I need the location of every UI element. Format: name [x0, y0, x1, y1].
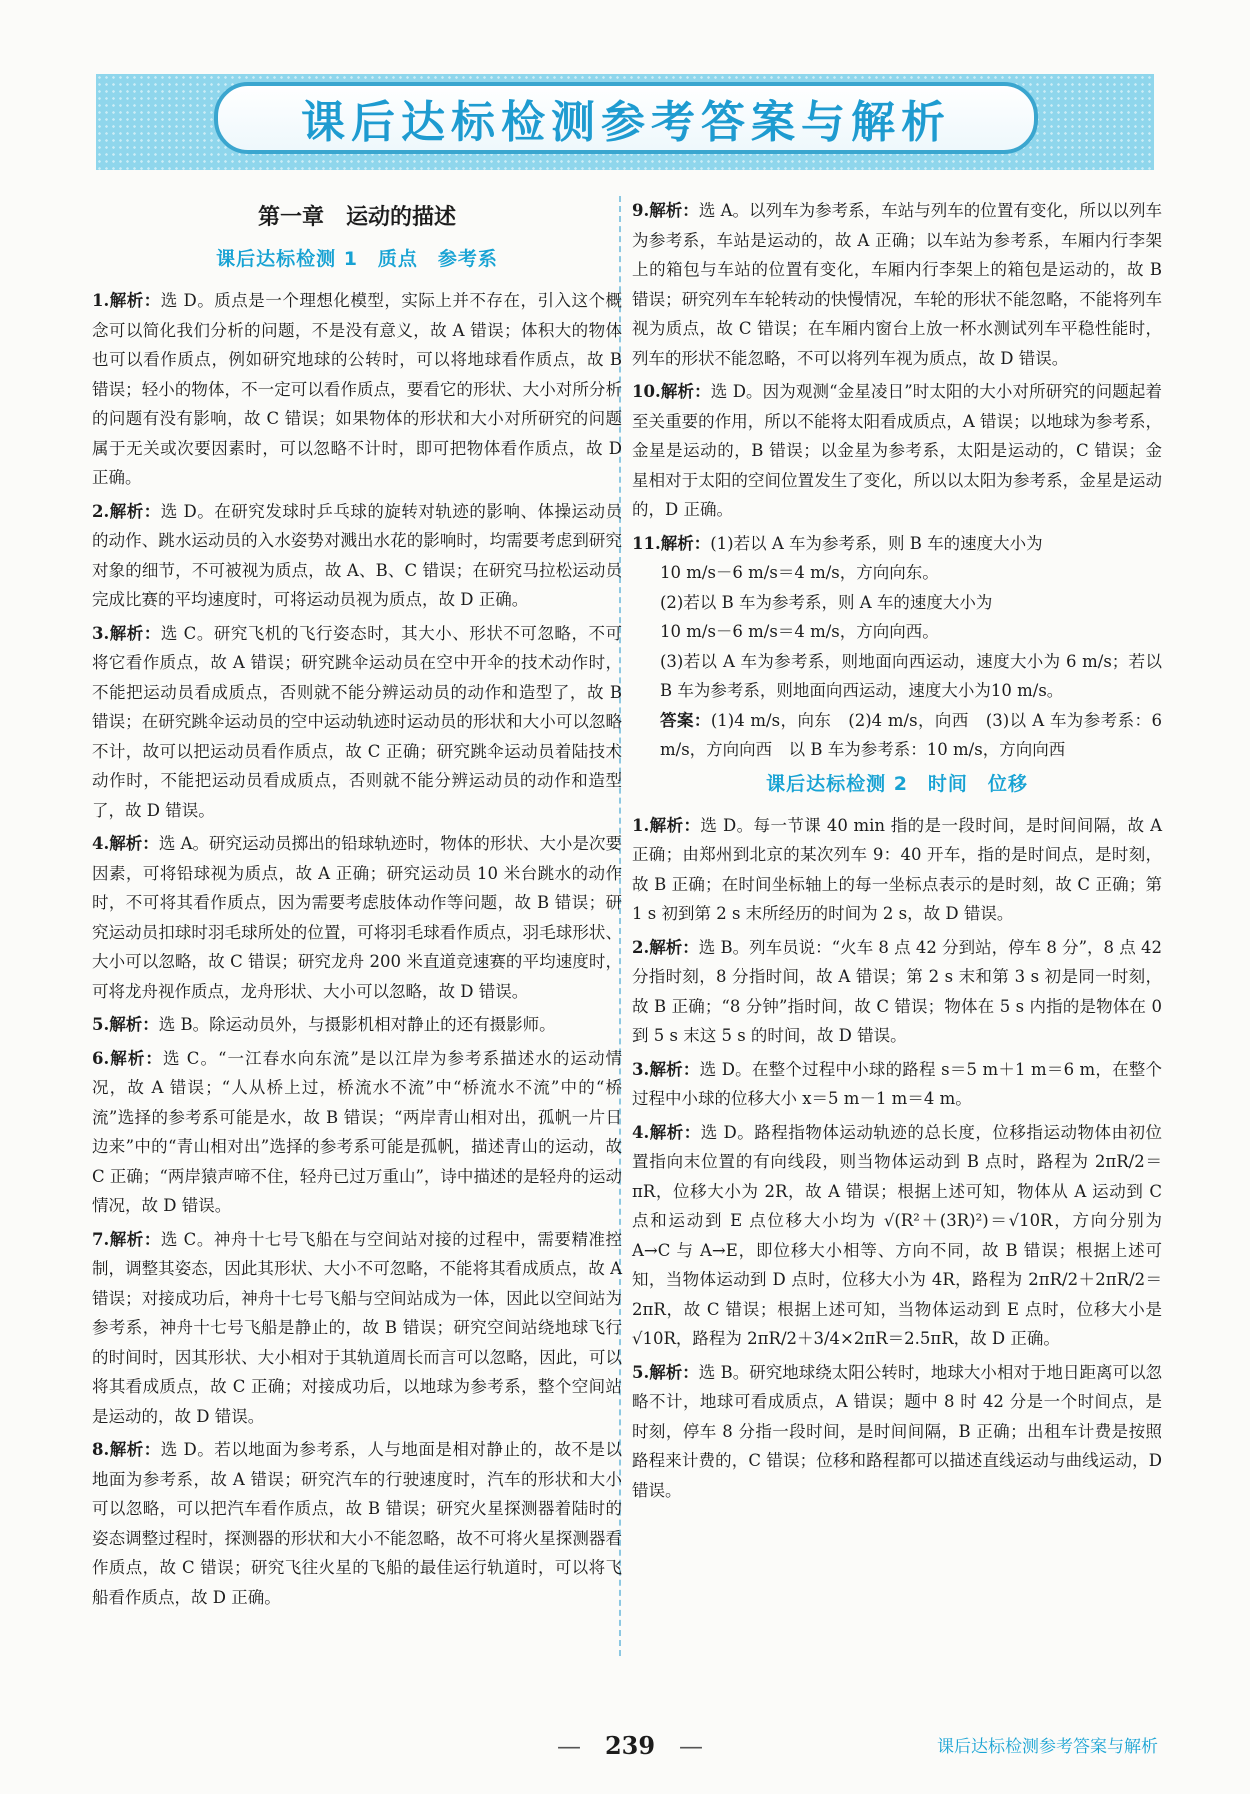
item-text: 选 D。因为观测“金星凌日”时太阳的大小对所研究的问题起着至关重要的作用，所以不能将太阳看成质点，A 错误；以地球为参考系，金星是运动的，B 错误；以金星为参考系，太阳是运动的，C 错误；金星相对于太阳的空间位置发生了变化，所以以太阳为参考系，金星是运动的，D 正确。	[632, 382, 1162, 519]
answer-label: 答案：	[660, 710, 711, 730]
answer-item	[92, 829, 622, 1006]
answer-item-11	[632, 529, 1162, 765]
item-text: 选 B。除运动员外，与摄影机相对静止的还有摄影师。	[158, 1015, 556, 1034]
answer-item	[632, 1358, 1162, 1506]
item-text: 选 D。若以地面为参考系，人与地面是相对静止的，故不是以地面为参考系，故 A 错误；研究汽车的行驶速度时，汽车的形状和大小可以忽略，可以把汽车看作质点，故 B 错误；研究火星探测器着陆时的姿态调整过程时，探测器的形状和大小不能忽略，故不可将火星探测器看作质点，故 C 错误；研究飞往火星的飞船的最佳运行轨道时，可以将飞船看作质点，故 D 正确。	[92, 1440, 623, 1607]
item-text: 选 D。每一节课 40 min 指的是一段时间，是时间间隔，故 A 正确；由郑州到北京的某次列车 9：40 开车，指的是时间点，是时刻，故 B 正确；在时间坐标轴上的每一坐标点表示的是时刻，故 C 正确；第 1 s 初到第 2 s 末所经历的时间为 2 s，故 D 错误。	[632, 815, 1163, 923]
footer-title: 课后达标检测参考答案与解析	[937, 1737, 1158, 1757]
item-line: 10 m/s－6 m/s＝4 m/s，方向向西。	[660, 622, 939, 641]
item-label: 解析：	[649, 1122, 701, 1142]
answer-item	[92, 1044, 622, 1221]
banner-title-frame	[214, 82, 1038, 154]
item-number: 1.	[92, 291, 110, 310]
item-text: 选 D。在研究发球时乒乓球的旋转对轨迹的影响、体操运动员的动作、跳水运动员的入水姿势对溅出水花的影响时，均需要考虑到研究对象的细节，不可被视为质点，故 A、B、C 错误；在研究马拉松运动员完成比赛的平均速度时，可将运动员视为质点，故 D 正确。	[92, 501, 623, 609]
item-number: 8.	[92, 1440, 110, 1459]
item-number: 7.	[92, 1229, 110, 1249]
answer-item	[632, 377, 1162, 525]
item-number: 3.	[92, 623, 110, 643]
item-line: 10 m/s－6 m/s＝4 m/s，方向向东。	[660, 563, 939, 582]
right-column	[632, 196, 1162, 1509]
item-label: 解析：	[649, 201, 699, 220]
answer-item	[92, 1010, 622, 1040]
item-number: 6.	[92, 1048, 110, 1068]
item-number: 5.	[92, 1015, 110, 1034]
item-label: 解析：	[660, 533, 711, 553]
item-label: 解析：	[649, 1059, 700, 1079]
answer-item	[632, 1055, 1162, 1114]
item-text: 选 C。神舟十七号飞船在与空间站对接的过程中，需要精准控制，调整其姿态，因此其形状、大小不可忽略，不能将其看成质点，故 A 错误；对接成功后，神舟十七号飞船与空间站成为一体，因此以空间站为参考系，神舟十七号飞船是静止的，故 B 错误；研究空间站绕地球飞行的时间时，因其形状、大小相对于其轨道周长而言可以忽略，因此，可以将其看成质点，故 C 正确；对接成功后，以地球为参考系，整个空间站是运动的，故 D 错误。	[92, 1229, 623, 1426]
header-banner	[96, 74, 1154, 170]
item-text: 选 A。研究运动员掷出的铅球轨迹时，物体的形状、大小是次要因素，可将铅球视为质点，故 A 正确；研究运动员 10 米台跳水的动作时，不可将其看作质点，因为需要考虑肢体动作等问题，故 B 错误；研究运动员扣球时羽毛球所处的位置，可将羽毛球看作质点，羽毛球形状、大小可以忽略，故 C 错误；研究龙舟 200 米直道竞速赛的平均速度时，可将龙舟视作质点，龙舟形状、大小可以忽略，故 D 错误。	[92, 834, 622, 1001]
item-text: 选 D。在整个过程中小球的路程 s＝5 m＋1 m＝6 m，在整个过程中小球的位移大小 x＝5 m－1 m＝4 m。	[632, 1059, 1162, 1108]
item-text: 选 A。以列车为参考系，车站与列车的位置有变化，所以以列车为参考系，车站是运动的，故 A 正确；以车站为参考系，车厢内行李架上的箱包与车站的位置有变化，车厢内行李架上的箱包是运动的，故 B 错误；研究列车车轮转动的快慢情况，车轮的形状不能忽略，不能将列车视为质点，故 C 错误；在车厢内窗台上放一杯水测试列车平稳性能时，列车的形状不能忽略，不可以将列车视为质点，故 D 错误。	[632, 201, 1162, 368]
page-title: 课后达标检测参考答案与解析	[301, 97, 951, 148]
item-label: 解析：	[109, 1015, 159, 1034]
answer-item	[92, 1435, 622, 1612]
item-label: 解析：	[649, 937, 699, 957]
item-label: 解析：	[109, 1048, 163, 1068]
item-number: 4.	[92, 834, 110, 853]
section-title-1: 课后达标检测 1 质点 参考系	[216, 248, 498, 270]
item-number: 9.	[632, 201, 650, 220]
item-text: 选 D。质点是一个理想化模型，实际上并不存在，引入这个概念可以简化我们分析的问题，不是没有意义，故 A 错误；体积大的物体也可以看作质点，例如研究地球的公转时，可以将地球看作质点，故 B 错误；轻小的物体，不一定可以看作质点，要看它的形状、大小对所分析的问题有没有影响，故 C 错误；如果物体的形状和大小对所研究的问题属于无关或次要因素时，可以忽略不计时，即可把物体看作质点，故 D 正确。	[92, 291, 623, 487]
answer-item	[632, 196, 1162, 373]
answer-item	[92, 497, 622, 615]
item-number: 3.	[632, 1059, 650, 1079]
item-number: 11.	[632, 533, 661, 553]
item-text: 选 C。研究飞机的飞行姿态时，其大小、形状不可忽略，不可将它看作质点，故 A 错误；研究跳伞运动员在空中开伞的技术动作时，不能把运动员看成质点，否则就不能分辨运动员的动作和造型了，故 B 错误；在研究跳伞运动员的空中运动轨迹时运动员的形状和大小可以忽略不计，故可以把运动员看作质点，故 C 正确；研究跳伞运动员着陆技术动作时，不能把运动员看成质点，否则就不能分辨运动员的动作和造型了，故 D 错误。	[92, 623, 623, 820]
item-text: 选 D。路程指物体运动轨迹的总长度，位移指运动物体由初位置指向末位置的有向线段，则当物体运动到 B 点时，路程为 2πR/2＝πR，位移大小为 2R，故 A 错误；根据上述可知，物体从 A 运动到 C 点和运动到 E 点位移大小均为 √(R²＋(3R)²)＝√10R，方向分别为 A→C 与 A→E，即位移大小相等、方向不同，故 B 错误；根据上述可知，当物体运动到 D 点时，位移大小为 4R，路程为 2πR/2＋2πR/2＝2πR，故 C 错误；根据上述可知，当物体运动到 E 点时，位移大小是 √10R，路程为 2πR/2＋3/4×2πR＝2.5πR，故 D 正确。	[632, 1122, 1163, 1348]
item-line: (1)若以 A 车为参考系，则 B 车的速度大小为	[710, 533, 1043, 553]
item-label: 解析：	[109, 291, 161, 310]
answer-text: (1)4 m/s，向东 (2)4 m/s，向西 (3)以 A 车为参考系：6 m/s，方向向西 以 B 车为参考系：10 m/s，方向向西	[660, 710, 1162, 759]
item-text: 选 B。列车员说：“火车 8 点 42 分到站，停车 8 分”，8 点 42 分指时刻，8 分指时间，故 A 错误；第 2 s 末和第 3 s 初是同一时刻，故 B 正确；“8 分钟”指时间，故 C 错误；物体在 5 s 内指的是物体在 0 到 5 s 末这 5 s 的时间，故 D 错误。	[632, 937, 1163, 1045]
page-number-value: 239	[604, 1731, 656, 1760]
answer-item	[632, 811, 1162, 929]
item-label: 解析：	[109, 834, 159, 853]
item-number: 2.	[632, 937, 650, 957]
answer-item	[632, 1118, 1162, 1354]
answer-item	[632, 933, 1162, 1051]
item-label: 解析：	[109, 623, 161, 643]
chapter-title: 第一章 运动的描述	[257, 204, 456, 230]
item-text: 选 B。研究地球绕太阳公转时，地球大小相对于地日距离可以忽略不计，地球可看成质点，A 错误；题中 8 时 42 分是一个时间点，是时刻，停车 8 分指一段时间，是时间间隔，B 正确；出租车计费是按照路程来计费的，C 错误；位移和路程都可以描述直线运动与曲线运动，D 错误。	[632, 1362, 1163, 1500]
item-number: 10.	[632, 382, 661, 401]
page-footer	[0, 1728, 1250, 1768]
final-answer	[632, 706, 1162, 765]
item-number: 4.	[632, 1122, 650, 1142]
item-label: 解析：	[649, 1362, 699, 1382]
answer-item	[92, 1225, 622, 1432]
left-column	[92, 196, 622, 1616]
item-label: 解析：	[109, 1229, 161, 1249]
page-number: — 239 —	[556, 1731, 704, 1760]
item-text: 选 C。“一江春水向东流”是以江岸为参考系描述水的运动情况，故 A 错误；“人从桥上过，桥流水不流”中“桥流水不流”中的“桥流”选择的参考系可能是水，故 B 错误；“两岸青山相对出，孤帆一片日边来”中的“青山相对出”选择的参考系可能是孤帆，描述青山的运动，故 C 正确；“两岸猿声啼不住，轻舟已过万重山”，诗中描述的是轻舟的运动情况，故 D 错误。	[92, 1048, 622, 1215]
item-number: 2.	[92, 501, 110, 521]
item-line: (2)若以 B 车为参考系，则 A 车的速度大小为	[660, 592, 993, 612]
item-label: 解析：	[649, 815, 701, 835]
item-number: 5.	[632, 1362, 650, 1382]
item-label: 解析：	[660, 382, 711, 401]
section-title-2: 课后达标检测 2 时间 位移	[766, 772, 1028, 795]
answer-item	[92, 286, 622, 493]
item-number: 1.	[632, 815, 650, 835]
answer-item	[92, 619, 622, 826]
item-label: 解析：	[109, 1440, 161, 1459]
item-label: 解析：	[109, 501, 161, 521]
item-line: (3)若以 A 车为参考系，则地面向西运动，速度大小为 6 m/s；若以 B 车为参考系，则地面向西运动，速度大小为10 m/s。	[660, 651, 1162, 700]
